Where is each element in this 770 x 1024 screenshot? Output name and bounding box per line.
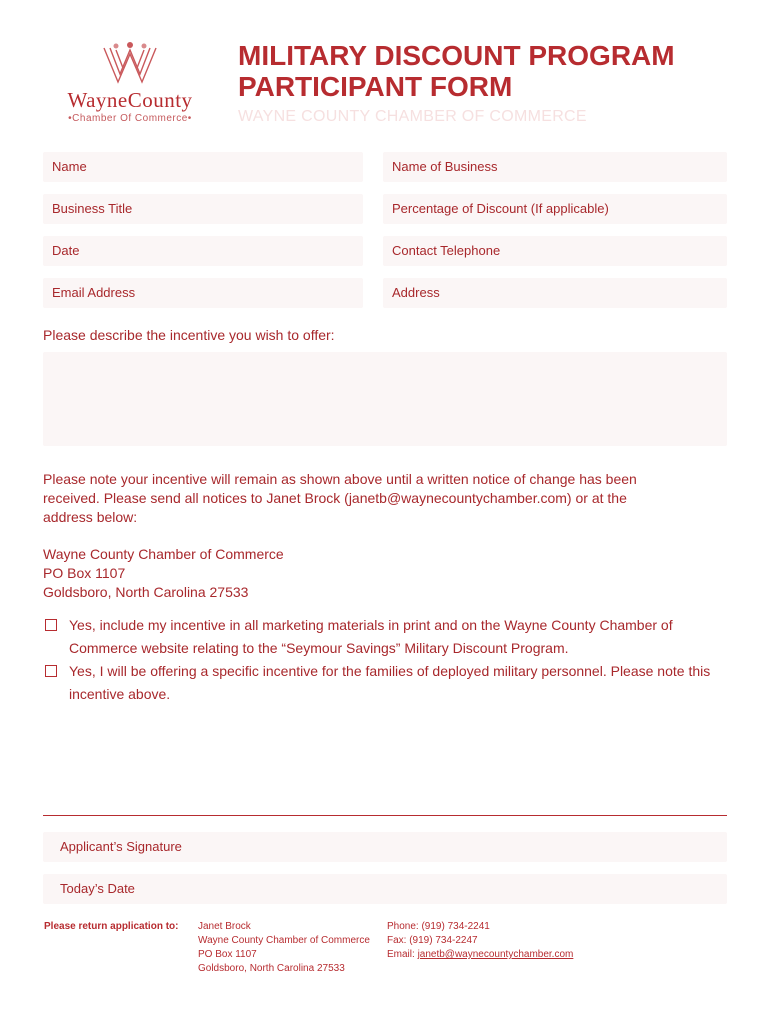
date-field[interactable]: Date	[43, 236, 363, 266]
address-line-3: Goldsboro, North Carolina 27533	[43, 584, 249, 600]
logo-name: WayneCounty	[67, 88, 193, 112]
return-label: Please return application to:	[44, 921, 179, 932]
contact-telephone-field[interactable]: Contact Telephone	[383, 236, 727, 266]
applicant-signature-field[interactable]: Applicant’s Signature	[43, 832, 727, 862]
contact-email-link[interactable]: janetb@waynecountychamber.com	[417, 949, 574, 960]
title-line-1: MILITARY DISCOUNT PROGRAM	[238, 40, 675, 71]
notice-paragraph: Please note your incentive will remain as shown above until a written notice of change has been received. Please send all notices to Janet Brock (janetb@waynecountychamber.com) or at the address below:	[43, 471, 637, 525]
military-families-label: Yes, I will be offering a specific incentive for the families of deployed military personnel. Please note this incentive above.	[69, 663, 711, 702]
contact-box: PO Box 1107	[198, 949, 257, 960]
email-prefix: Email:	[387, 949, 418, 960]
incentive-textarea[interactable]	[43, 352, 727, 446]
address-line-1: Wayne County Chamber of Commerce	[43, 546, 284, 562]
chamber-logo-icon	[98, 40, 162, 86]
discount-percentage-field[interactable]: Percentage of Discount (If applicable)	[383, 194, 727, 224]
marketing-consent-checkbox[interactable]	[45, 619, 57, 631]
contact-org: Wayne County Chamber of Commerce	[198, 935, 370, 946]
marketing-consent-label: Yes, include my incentive in all marketing materials in print and on the Wayne County Chamber of Commerce website relating to the “Seymour Savings” Military Discount Program.	[69, 617, 673, 656]
page-subtitle: WAYNE COUNTY CHAMBER OF COMMERCE	[238, 108, 587, 125]
logo	[40, 40, 220, 130]
contact-details	[387, 920, 573, 962]
signature-divider	[43, 815, 727, 816]
contact-phone: Phone: (919) 734-2241	[387, 921, 490, 932]
business-name-field[interactable]: Name of Business	[383, 152, 727, 182]
name-field[interactable]: Name	[43, 152, 363, 182]
address-line-2: PO Box 1107	[43, 565, 126, 581]
business-title-field[interactable]: Business Title	[43, 194, 363, 224]
incentive-label: Please describe the incentive you wish to offer:	[43, 327, 335, 343]
page-title	[238, 40, 738, 102]
mailing-address	[43, 545, 284, 602]
contact-email-row	[387, 948, 573, 962]
return-address	[198, 920, 370, 976]
title-line-2: PARTICIPANT FORM	[238, 71, 513, 102]
contact-city: Goldsboro, North Carolina 27533	[198, 963, 345, 974]
email-address-field[interactable]: Email Address	[43, 278, 363, 308]
todays-date-field[interactable]: Today’s Date	[43, 874, 727, 904]
military-families-checkbox[interactable]	[45, 665, 57, 677]
contact-name: Janet Brock	[198, 921, 251, 932]
logo-subtitle: •Chamber Of Commerce•	[68, 113, 192, 124]
address-field[interactable]: Address	[383, 278, 727, 308]
contact-fax: Fax: (919) 734-2247	[387, 935, 478, 946]
